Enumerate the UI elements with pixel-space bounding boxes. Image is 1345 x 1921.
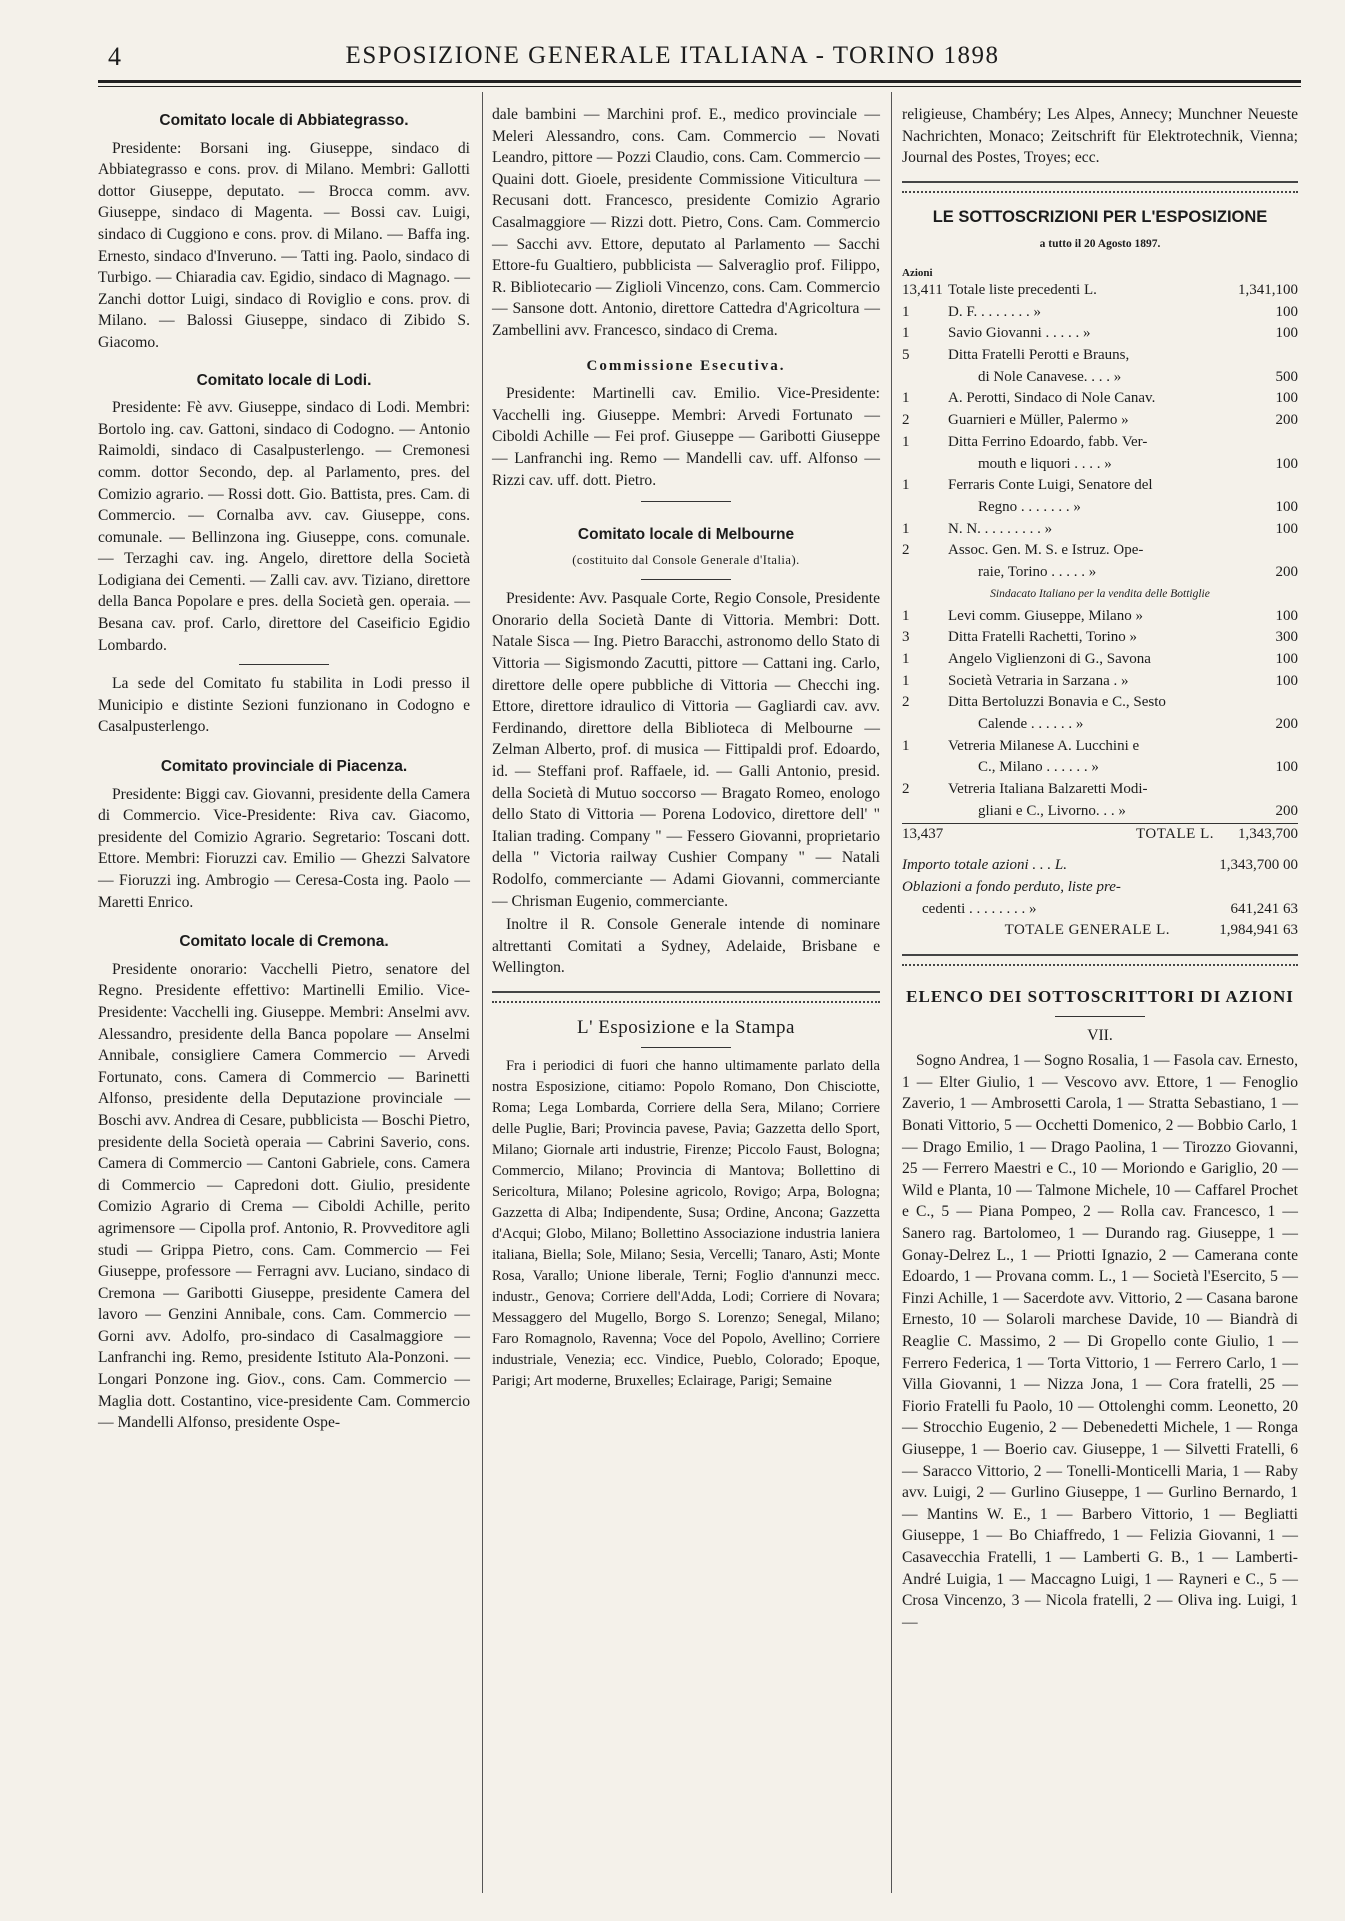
table-row: 2 Assoc. Gen. M. S. e Istruz. Ope-	[902, 542, 1144, 559]
separator	[641, 501, 731, 502]
commissione-text: Presidente: Martinelli cav. Emilio. Vice-Presidente: Vacchelli ing. Giuseppe. Membri: Arvedi Fortunato — Ciboldi Achille — Fei prof. Giuseppe — Garibotti Giuseppe — Lanfranchi ing. Remo — Mandelli cav. uff. Alfonso — Rizzi cav. uff. dott. Pietro.	[492, 385, 880, 489]
piacenza-text: Presidente: Biggi cav. Giovanni, presidente della Camera di Commercio. Vice-Presidente: Riva cav. Giacomo, presidente del Comizio Agrario. Segretario: Toscani dott. Ettore. Membri: Fioruzzi cav. Emilio — Ghezzi Salvatore — Fioruzzi ing. Ambrogio — Ceresa-Costa ing. Paolo — Maretti Enrico.	[98, 785, 470, 911]
summary-block	[902, 855, 1298, 942]
separator	[641, 1047, 731, 1048]
azioni-header: Azioni	[902, 266, 933, 279]
table-row: 1 Angelo Viglienzoni di G., Savona 100	[902, 650, 1298, 667]
totale-generale-value: 1,984,941 63	[1219, 922, 1298, 939]
sottoscrizioni-date: a tutto il 20 Agosto 1897.	[1039, 238, 1161, 251]
table-row: 1 Levi comm. Giuseppe, Milano » 100	[902, 607, 1298, 624]
header-rule-thin	[98, 86, 1301, 87]
table-row: Calende . . . . . . » 200	[978, 716, 1298, 733]
elenco-text: Sogno Andrea, 1 — Sogno Rosalia, 1 — Fasola cav. Ernesto, 1 — Elter Giulio, 1 — Vescovo avv. Ettore, 1 — Fenoglio Zaverio, 1 — Ambrosetti Carola, 1 — Stratta Sebastiano, 1 — Bonati Vittorio, 5 — Occhetti Domenico, 2 — Bobbio Carlo, 1 — Drago Emilio, 1 — Drago Paolina, 1 — Tirozzo Giovanni, 25 — Ferrero Maestri e C., 10 — Moriondo e Gariglio, 20 — Wild e Planta, 10 — Talmone Michele, 10 — Caffarel Prochet e C., 5 — Piana Pompeo, 2 — Rolla cav. Francesco, 1 — Sanero rag. Bartolomeo, 1 — Durando rag. Giuseppe, 1 — Gonay-Delrez L., 1 — Priotti Ignazio, 2 — Camerana conte Edoardo, 1 — Provana comm. L., 1 — Società l'Esercito, 5 — Finzi Achille, 1 — Sacerdote avv. Vittorio, 2 — Casana barone Ernesto, 10 — Solaroli marchese Davide, 10 — Biandrà di Reaglie C. Massimo, 2 — Di Gropello conte Giulio, 1 — Ferrero Federica, 1 — Torta Vittorio, 1 — Ferrero Carlo, 1 — Villa Giovanni, 1 — Nizza Jona, 1 — Cora fratelli, 25 — Fiorio Fratelli fu Paolo, 10 — Ottolenghi comm. Leonetto, 20 — Strocchio Eugenio, 2 — Debenedetti Michele, 1 — Ronga Giuseppe, 1 — Boerio cav. Giuseppe, 1 — Silvetti Fratelli, 6 — Saracco Vittorio, 2 — Tonelli-Monticelli Maria, 1 — Raby avv. Luigi, 2 — Gurlino Giuseppe, 1 — Gurlino Bernardo, 1 — Mantins W. E., 1 — Barbero Vittorio, 1 — Begliatti Giuseppe, 1 — Bo Chiaffredo, 1 — Felizia Giovanni, 1 — Casavecchia Fratelli, 1 — Lamberti G. B., 1 — Lamberti-André Luigia, 1 — Maccagno Luigi, 1 — Rayneri e C., 5 — Crosa Vincenzo, 3 — Nicola fratelli, 2 — Oliva ing. Luigi, 1 —	[902, 1052, 1298, 1631]
importo-label: Importo totale azioni . . . L.	[902, 857, 1068, 874]
column-1	[98, 104, 470, 1436]
cremona-continued-text: dale bambini — Marchini prof. E., medico provinciale — Meleri Alessandro, cons. Cam. Commercio — Novati Leandro, pittore — Pozzi Claudio, cons. Cam. Commercio — Quaini dott. Gioele, presidente Commissione Viticultura — Recusani dott. Francesco, presidente Comizio Agrario Casalmaggiore — Rizzi dott. Pietro, Cons. Cam. Commercio — Sacchi avv. Ettore, deputato al Parlamento — Sacchi Ettore-fu Gualtiero, pubblicista — Salveraglio prof. Filippo, R. Bibliotecario — Ziglioli Vincenzo, cons. Cam. Commercio — Sansone dott. Antonio, direttore Cattedra d'Agricoltura — Zambellini avv. Francesco, sindaco di Crema.	[492, 106, 880, 339]
table-row: 1 A. Perotti, Sindaco di Nole Canav. 100	[902, 390, 1298, 407]
melbourne-subtitle: (costituito dal Console Generale d'Italia).	[572, 552, 800, 567]
table-row: Regno . . . . . . . » 100	[978, 499, 1298, 515]
heading-sottoscrizioni: LE SOTTOSCRIZIONI PER L'ESPOSIZIONE	[932, 207, 1268, 226]
table-row: 1 Ditta Ferrino Edoardo, fabb. Ver-	[902, 433, 1148, 450]
table-row: 3 Ditta Fratelli Rachetti, Torino » 300	[902, 629, 1298, 646]
column-3	[902, 104, 1298, 1635]
table-row: 5 Ditta Fratelli Perotti e Brauns,	[902, 347, 1130, 364]
column-divider	[891, 92, 892, 1893]
table-row: 1 Ferraris Conte Luigi, Senatore del	[902, 477, 1153, 494]
heading-abbiategrasso: Comitato locale di Abbiategrasso.	[159, 112, 409, 129]
heading-stampa: L' Esposizione e la Stampa	[577, 1016, 795, 1038]
table-row: 2 Ditta Bertoluzzi Bonavia e C., Sesto	[902, 694, 1166, 711]
table-row: 1 Società Vetraria in Sarzana . » 100	[902, 672, 1298, 689]
total-label: TOTALE L.	[948, 823, 1220, 845]
table-section-label: Sindacato Italiano per la vendita delle Bottiglie	[990, 587, 1210, 600]
table-row: 1 N. N. . . . . . . . . » 100	[902, 520, 1298, 537]
column-divider	[482, 92, 483, 1893]
table-row: raie, Torino . . . . . » 200	[978, 564, 1298, 581]
table-row: di Nole Canavese. . . . » 500	[978, 368, 1298, 385]
total-shares: 13,437	[902, 823, 948, 845]
separator	[1055, 1016, 1145, 1017]
ornamental-rule	[492, 991, 880, 1003]
lodi-text: Presidente: Fè avv. Giuseppe, sindaco di Lodi. Membri: Bortolo ing. cav. Gattoni, sindaco di Codogno. — Antonio Raimoldi, sindaco di Casalpusterlengo. — Cremonesi comm. dottor Secondo, dep. al Parlamento, pres. del Comizio agrario. — Rossi dott. Gio. Battista, pres. Cam. di Commercio. — Cornalba avv. cav. Giuseppe, cons. comunale. — Bellinzona ing. Giuseppe, cons. comunale. — Terzaghi cav. ing. Angelo, direttore della Società Lodigiana dei Cementi. — Zalli cav. avv. Tiziano, direttore della Banca Popolare e pres. della Società gen. operaia. — Besana cav. prof. Carlo, direttore del Caseificio Egidio Lombardo.	[98, 399, 470, 654]
heading-melbourne: Comitato locale di Melbourne	[577, 526, 795, 544]
list-number: VII.	[1087, 1026, 1113, 1044]
table-row: 1 D. F. . . . . . . . » 100	[902, 303, 1298, 320]
table-row: 13,411 Totale liste precedenti L. 1,341,100	[902, 281, 1298, 298]
table-row: 2 Vetreria Italiana Balzaretti Modi-	[902, 781, 1148, 798]
table-row: 1 Vetreria Milanese A. Lucchini e	[902, 737, 1140, 754]
melbourne-note: Inoltre il R. Console Generale intende di nominare altrettanti Comitati a Sydney, Adelaide, Brisbane e Wellington.	[492, 916, 880, 977]
table-row: 1 Savio Giovanni . . . . . » 100	[902, 325, 1298, 342]
page-number: 4	[108, 42, 121, 71]
table-row: gliani e C., Livorno. . . » 200	[978, 802, 1298, 819]
table-row: mouth e liquori . . . . » 100	[978, 455, 1298, 472]
oblazioni-label-cont: cedenti . . . . . . . . »	[922, 900, 1037, 917]
subscriptions-total	[902, 823, 1298, 846]
ornamental-rule	[902, 181, 1298, 193]
stampa-text: Fra i periodici di fuori che hanno ultimamente parlato della nostra Esposizione, citiamo: Popolo Romano, Don Chisciotte, Roma; Lega Lombarda, Corriere della Sera, Milano; Corriere delle Puglie, Bari; Provincia pavese, Pavia; Gazzetta dello Sport, Milano; Giornale arti industrie, Firenze; Piccolo Faust, Bologna; Commercio, Milano; Provincia di Mantova; Bollettino di Sericoltura, Milano; Polesine agricolo, Rovigo; Arpa, Bologna; Gazzetta di Alba; Indipendente, Susa; Ordine, Ancona; Gazzetta d'Acqui; Globo, Milano; Bollettino Associazione industria laniera italiana, Biella; Sole, Milano; Sesia, Vercelli; Tanaro, Asti; Monte Rosa, Varallo; Unione liberale, Terni; Foglio d'annunzi mecc. industr., Genova; Corriere dell'Adda, Lodi; Corriere di Novara; Messaggero del Mugello, Borgo S. Lorenzo; Senegal, Milano; Faro Romagnolo, Ravenna; Voce del Popolo, Avellino; Corriere industriale, Venezia; ecc. Vindice, Pueblo, Colorado; Epoque, Parigi; Art moderne, Bruxelles; Eclairage, Parigi; Semaine	[492, 1057, 880, 1389]
total-amount: 1,343,700	[1220, 823, 1298, 845]
column-2	[492, 104, 880, 1394]
melbourne-text: Presidente: Avv. Pasquale Corte, Regio Console, Presidente Onorario della Società Dante di Vittoria. Membri: Dott. Natale Sisca — Ing. Pietro Baracchi, astronomo dello Stato di Vittoria — Sigismondo Zacutti, pittore — Cattani ing. Carlo, direttore delle opere pubbliche di Vittoria — Checchi ing. Ettore, direttore idraulico di Vittoria — Gagliardi cav. avv. Ferdinando, direttore della Biblioteca di Melbourne — Zelman Alberto, prof. di musica — Fittipaldi prof. Edoardo, id. — Steffani prof. Raffaele, id. — Galli Antonio, presid. della Società di Mutuo soccorso — Bragato Romeo, enologo dello Stato di Vittoria — Porena Lodovico, direttore dell' " Italian trading. Company " — Fessero Giovanni, proprietario della " Victoria railway Cushier Company " — Natali Rodolfo, commerciante — Adami Giovanni, commerciante — Chrisman Eugenio, commerciante.	[492, 590, 880, 910]
separator	[239, 664, 329, 665]
separator	[641, 579, 731, 580]
masthead-title: ESPOSIZIONE GENERALE ITALIANA - TORINO 1898	[345, 42, 1000, 69]
subscriptions-table	[902, 266, 1298, 823]
page-header	[0, 38, 1345, 78]
table-row: C., Milano . . . . . . » 100	[978, 759, 1298, 776]
totale-generale-label: TOTALE GENERALE L.	[1004, 922, 1170, 939]
header-rule	[98, 80, 1301, 83]
oblazioni-label: Oblazioni a fondo perduto, liste pre-	[902, 878, 1121, 895]
abbiategrasso-text: Presidente: Borsani ing. Giuseppe, sindaco di Abbiategrasso e cons. prov. di Milano. Membri: Gallotti dottor Giuseppe, deputato. — Brocca comm. avv. Giuseppe, sindaco di Magenta. — Bossi cav. Luigi, sindaco di Cuggiono e cons. prov. di Milano. — Baffa ing. Ernesto, sindaco d'Inveruno. — Tatti ing. Paolo, sindaco di Turbigo. — Chiaradia cav. Egidio, sindaco di Magnago. — Zanchi dottor Luigi, sindaco di Roviglio e cons. prov. di Milano. — Balossi Giuseppe, sindaco di Zibido S. Giacomo.	[98, 139, 470, 351]
heading-piacenza: Comitato provinciale di Piacenza.	[160, 758, 408, 776]
table-row: 2 Guarnieri e Müller, Palermo » 200	[902, 412, 1298, 429]
lodi-note: La sede del Comitato fu stabilita in Lodi presso il Municipio e distinte Sezioni funzionano in Codogno e Casalpusterlengo.	[98, 675, 470, 736]
oblazioni-value: 641,241 63	[1230, 900, 1298, 917]
heading-lodi: Comitato locale di Lodi.	[196, 371, 372, 389]
importo-value: 1,343,700 00	[1219, 857, 1298, 874]
ornamental-rule	[902, 954, 1298, 966]
heading-elenco: ELENCO DEI SOTTOSCRITTORI DI AZIONI	[906, 987, 1294, 1007]
stampa-continued-text: religieuse, Chambéry; Les Alpes, Annecy; Munchner Neueste Nachrichten, Monaco; Zeitschrift für Elektrotechnik, Vienna; Journal des Postes, Troyes; ecc.	[902, 106, 1298, 167]
heading-cremona: Comitato locale di Cremona.	[179, 933, 389, 951]
heading-commissione-esecutiva: Commissione Esecutiva.	[586, 357, 786, 374]
cremona-text: Presidente onorario: Vacchelli Pietro, senatore del Regno. Presidente effettivo: Martinelli Emilio. Vice-Presidente: Vacchelli ing. Giuseppe. Membri: Anselmi avv. Alessandro, presidente della Banca popolare — Anselmi Annibale, consigliere Camera Commercio — Arvedi Fortunato, cons. Camera di Commercio — Barinetti Alfonso, presidente della Deputazione provinciale — Boschi avv. Andrea di Cesare, pubblicista — Boschi Pietro, presidente della Società operaia — Cabrini Saverio, cons. Camera di Commercio — Cantoni Gabriele, cons. Camera di Commercio — Capredoni dott. Giulio, presidente Comizio Agrario di Crema — Ciboldi Achille, perito agrimensore — Cipolla prof. Antonio, R. Provveditore agli studi — Grippa Pietro, cons. Cam. Commercio — Fei Giuseppe, professore — Ferragni avv. Luciano, sindaco di Cremona — Garibotti Giuseppe, presidente Camera del lavoro — Genzini Annibale, cons. Cam. Commercio — Gorni avv. Adolfo, pro-sindaco di Casalmaggiore — Lanfranchi ing. Remo, presidente Istituto Ala-Ponzoni. — Longari Ponzone ing. Giov., cons. Cam. Commercio — Maglia dott. Costantino, vice-presidente Cam. Commercio — Mandelli Alfonso, presidente Ospe-	[98, 960, 470, 1432]
